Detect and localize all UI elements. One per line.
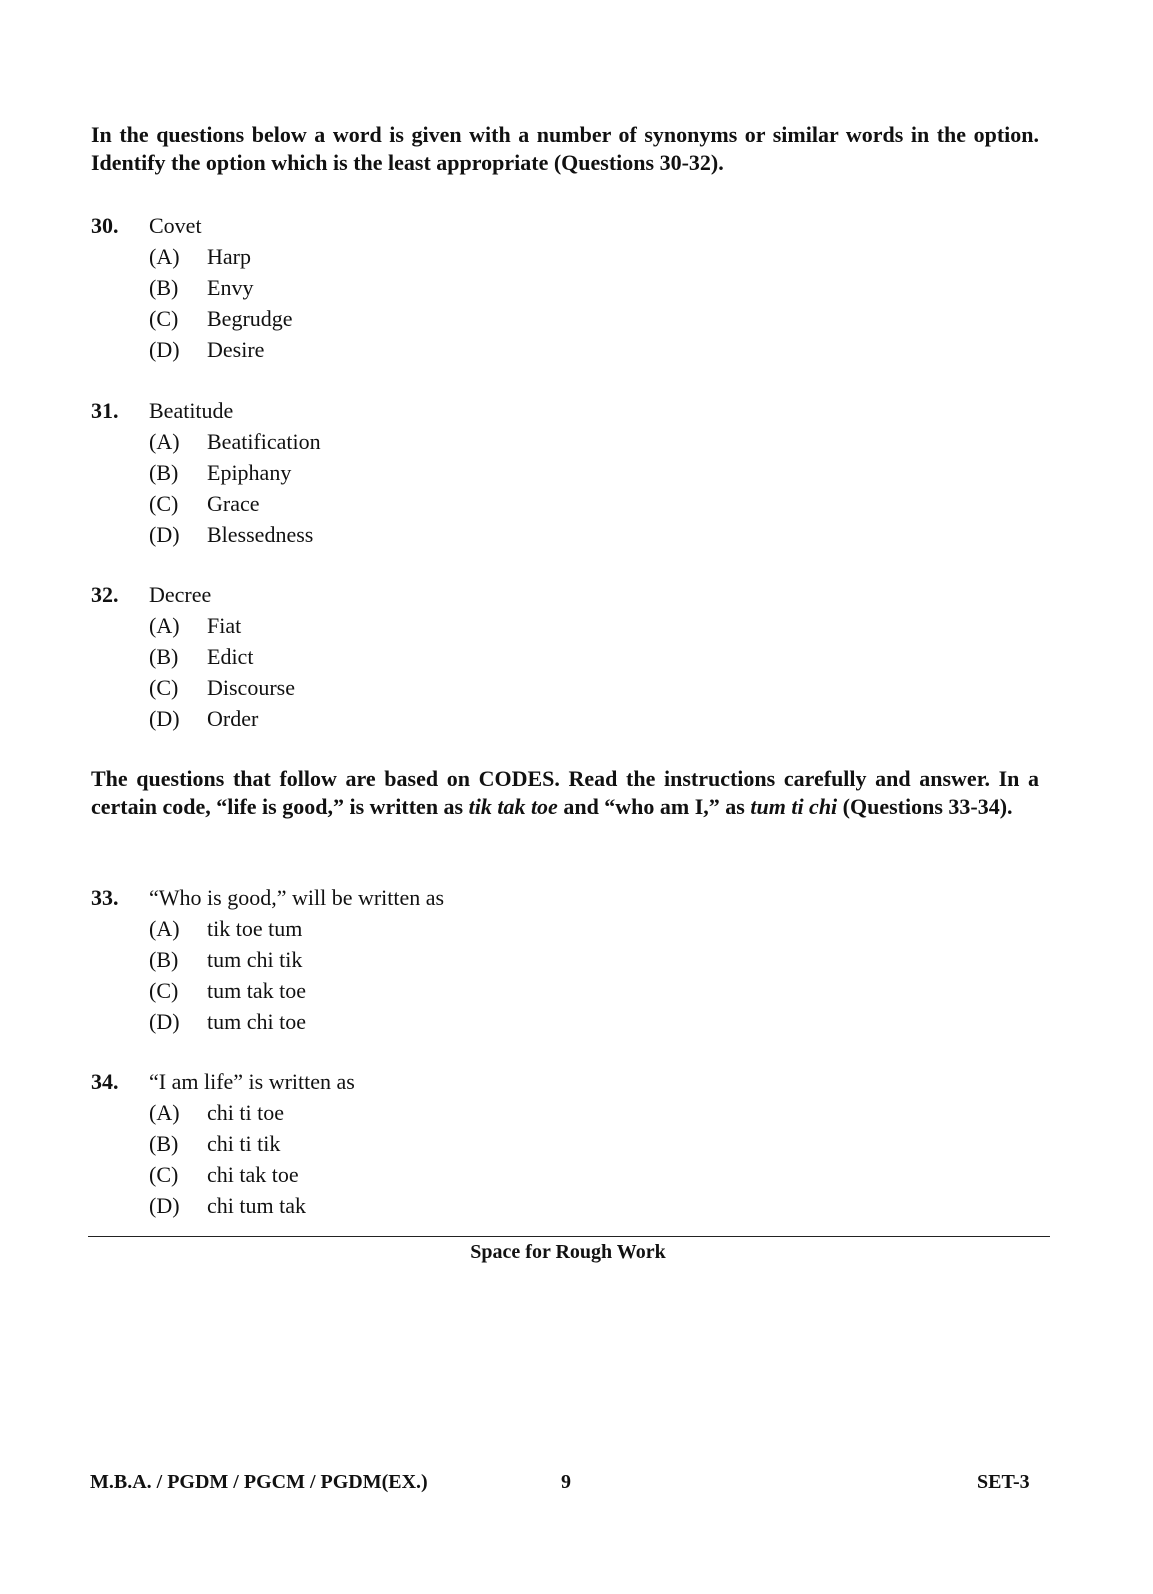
option-a: (A) tik toe tum bbox=[149, 916, 303, 941]
question-number: 30. bbox=[91, 213, 119, 238]
rough-work-label: Space for Rough Work bbox=[470, 1241, 666, 1263]
option-a: (A) Fiat bbox=[149, 613, 242, 638]
option-c: (C) chi tak toe bbox=[149, 1162, 299, 1187]
question-number: 33. bbox=[91, 885, 119, 910]
question-32 bbox=[91, 579, 295, 734]
question-30 bbox=[91, 210, 293, 365]
question-number: 32. bbox=[91, 582, 119, 607]
footer-set: SET-3 bbox=[977, 1471, 1030, 1493]
question-stem: Decree bbox=[149, 582, 212, 607]
option-d: (D) Blessedness bbox=[149, 522, 314, 547]
option-b: (B) chi ti tik bbox=[149, 1131, 281, 1156]
code-example-2: tum ti chi bbox=[750, 794, 838, 819]
option-d: (D) Order bbox=[149, 706, 259, 731]
question-stem: Covet bbox=[149, 213, 202, 238]
option-d: (D) Desire bbox=[149, 337, 265, 362]
question-34 bbox=[91, 1066, 355, 1221]
footer-course: M.B.A. / PGDM / PGCM / PGDM(EX.) bbox=[90, 1471, 428, 1493]
option-b: (B) tum chi tik bbox=[149, 947, 303, 972]
option-b: (B) Envy bbox=[149, 275, 254, 300]
option-a: (A) Beatification bbox=[149, 429, 321, 454]
code-example-1: tik tak toe bbox=[468, 794, 558, 819]
option-c: (C) Grace bbox=[149, 491, 260, 516]
option-b: (B) Edict bbox=[149, 644, 254, 669]
divider-line bbox=[88, 1236, 1050, 1237]
section-1-instruction: In the questions below a word is given with a number of synonyms or similar words in the option. Identify the option which is the least appropriate (Questions 30-32). bbox=[91, 122, 1039, 175]
question-number: 34. bbox=[91, 1069, 119, 1094]
question-stem: “Who is good,” will be written as bbox=[149, 885, 445, 910]
option-d: (D) tum chi toe bbox=[149, 1009, 306, 1034]
option-a: (A) Harp bbox=[149, 244, 251, 269]
option-c: (C) Begrudge bbox=[149, 306, 293, 331]
option-a: (A) chi ti toe bbox=[149, 1100, 284, 1125]
option-b: (B) Epiphany bbox=[149, 460, 292, 485]
option-c: (C) tum tak toe bbox=[149, 978, 306, 1003]
question-stem: “I am life” is written as bbox=[149, 1069, 355, 1094]
option-c: (C) Discourse bbox=[149, 675, 295, 700]
footer-page-number: 9 bbox=[561, 1471, 571, 1493]
option-d: (D) chi tum tak bbox=[149, 1193, 306, 1218]
question-33 bbox=[91, 882, 444, 1037]
section-2-instruction: The questions that follow are based on CODES. Read the instructions carefully and answer. In a certain code, “life is good,” is written as tik tak toe and “who am I,” as tum ti chi (Questions 33-34). bbox=[91, 766, 1039, 819]
question-number: 31. bbox=[91, 398, 119, 423]
question-stem: Beatitude bbox=[149, 398, 234, 423]
question-31 bbox=[91, 395, 321, 550]
